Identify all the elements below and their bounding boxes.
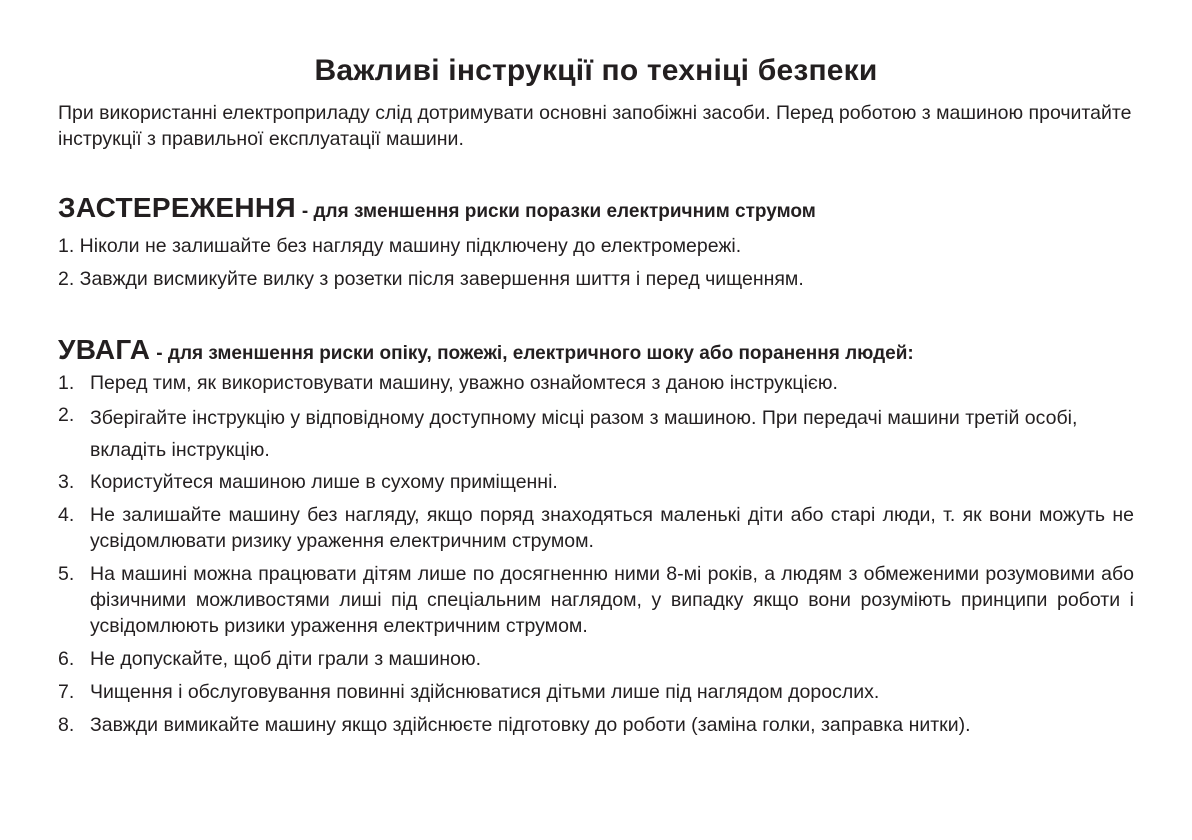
- warning-list: [58, 233, 1134, 299]
- item-number: 1.: [58, 372, 75, 394]
- list-item: [58, 646, 1134, 672]
- intro-paragraph: При використанні електроприладу слід дотримувати основні запобіжні засоби. Перед роботою з машиною прочитайте інструкції з правильної експлуатації машини.: [58, 102, 1132, 150]
- list-item: [58, 370, 1134, 396]
- page-title: Важливі інструкції по техніці безпеки: [314, 54, 878, 87]
- item-number: 8.: [58, 714, 75, 736]
- item-number: 3.: [58, 471, 75, 493]
- warning-item: 1. Ніколи не залишайте без нагляду машину підключену до електромережі.: [58, 235, 742, 257]
- item-number: 6.: [58, 648, 75, 670]
- item-number: 7.: [58, 681, 75, 703]
- item-text: Не залишайте машину без нагляду, якщо поряд знаходяться маленькі діти або старі люди, т. як вони можуть не усвідомлювати ризику ураження електричним струмом.: [90, 504, 1134, 552]
- item-text: Зберігайте інструкцію у відповідному доступному місці разом з машиною. При передачі машини третій особі, вкладіть інструкцію.: [90, 407, 1078, 461]
- item-text: Завжди вимикайте машину якщо здійснюєте підготовку до роботи (заміна голки, заправка нитки).: [90, 714, 971, 736]
- item-number: 2.: [58, 404, 75, 426]
- list-item: [58, 402, 1134, 466]
- list-item: [58, 561, 1134, 639]
- list-item: [58, 679, 1134, 705]
- warning-heading-row: [58, 192, 1148, 224]
- attention-subheading: - для зменшення риски опіку, пожежі, електричного шоку або поранення людей:: [156, 343, 914, 364]
- item-text: Користуйтеся машиною лише в сухому приміщенні.: [90, 471, 558, 493]
- warning-item: 2. Завжди висмикуйте вилку з розетки після завершення шиття і перед чищенням.: [58, 268, 804, 290]
- item-text: На машині можна працювати дітям лише по досягненню ними 8-мі років, а людям з обмеженими розумовими або фізичними можливостями лиші під спеціальним наглядом, у випадку якщо вони розуміють принципи роботи і усвідомлюють ризики ураження електричним струмом.: [90, 563, 1134, 637]
- item-text: Чищення і обслуговування повинні здійснюватися дітьми лише під наглядом дорослих.: [90, 681, 880, 703]
- item-text: Не допускайте, щоб діти грали з машиною.: [90, 648, 481, 670]
- item-text: Перед тим, як використовувати машину, уважно ознайомтеся з даною інструкцією.: [90, 372, 838, 394]
- list-item: [58, 469, 1134, 495]
- item-number: 4.: [58, 504, 75, 526]
- attention-heading-row: [58, 334, 1148, 366]
- attention-heading: УВАГА: [58, 334, 151, 365]
- warning-subheading: - для зменшення риски поразки електричним струмом: [301, 201, 816, 222]
- attention-list: [58, 370, 1134, 738]
- list-item: [58, 502, 1134, 554]
- warning-heading: ЗАСТЕРЕЖЕННЯ: [58, 192, 296, 223]
- list-item: [58, 712, 1134, 738]
- item-number: 5.: [58, 563, 75, 585]
